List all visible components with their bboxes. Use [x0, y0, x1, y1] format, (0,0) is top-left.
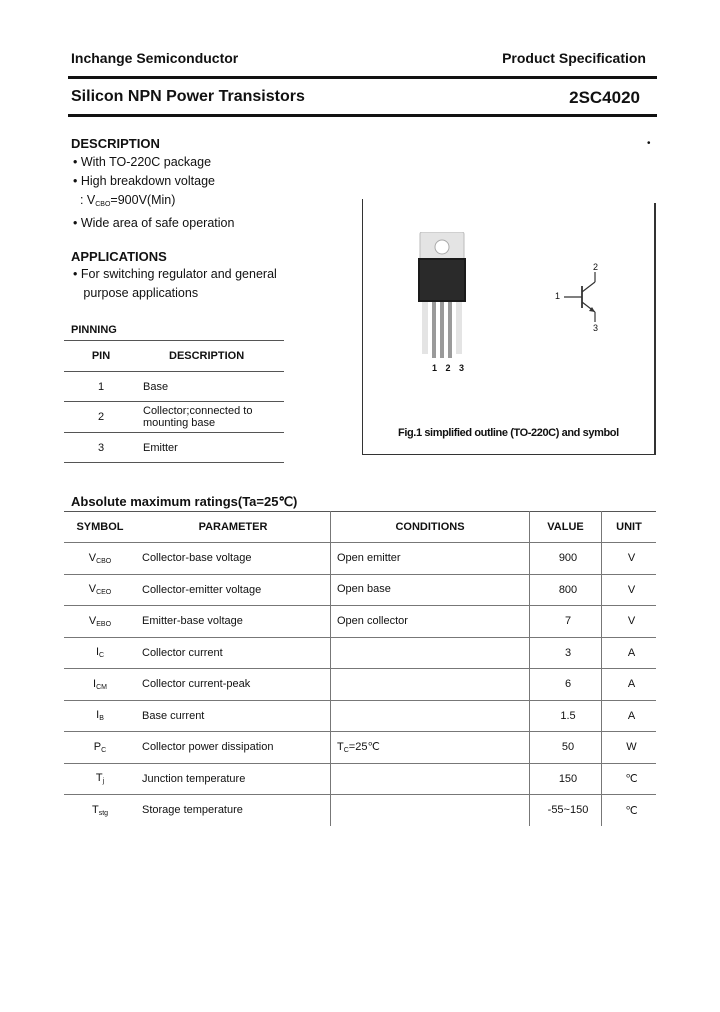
unit-cell: V: [602, 574, 657, 606]
ratings-title: Absolute maximum ratings(Ta=25℃): [71, 494, 298, 509]
package-pin-labels: 1 2 3: [432, 363, 468, 373]
conditions-cell: [331, 795, 530, 826]
table-row: [64, 637, 656, 669]
description-list: [73, 153, 234, 233]
stray-dot: •: [647, 138, 651, 149]
value-cell: 1.5: [530, 700, 602, 732]
col-header-conditions: CONDITIONS: [331, 512, 530, 543]
company-name: Inchange Semiconductor: [71, 50, 239, 66]
table-row: [64, 669, 656, 701]
col-header-value: VALUE: [530, 512, 602, 543]
col-header-symbol: SYMBOL: [76, 521, 124, 533]
unit-cell: V: [602, 606, 657, 638]
conditions-cell: $T_C=25℃$: [331, 732, 530, 764]
unit-cell: ℃: [602, 763, 657, 795]
list-item: • With TO-220C package: [73, 155, 212, 169]
list-item: purpose applications: [83, 286, 199, 300]
symbol-cell: $P_C$: [64, 732, 136, 764]
table-row: [64, 606, 656, 638]
vcbo-spec: : $V_{CBO}=900V(Min)$: [79, 193, 176, 208]
table-row: [64, 700, 656, 732]
value-cell: -55~150: [530, 795, 602, 826]
parameter-cell: Junction temperature: [136, 763, 331, 795]
list-item: • High breakdown voltage: [73, 174, 215, 188]
ratings-table: [64, 511, 656, 826]
pinning-heading: PINNING: [71, 324, 117, 336]
unit-cell: V: [602, 543, 657, 575]
figure-border-left: [362, 199, 363, 455]
value-cell: 3: [530, 637, 602, 669]
conditions-cell: [331, 637, 530, 669]
symbol-cell: $V_{CBO}$: [64, 543, 136, 575]
conditions-cell: [331, 669, 530, 701]
parameter-cell: Collector power dissipation: [136, 732, 331, 764]
symbol-cell: $V_{CEO}$: [64, 574, 136, 606]
conditions-cell: [331, 700, 530, 732]
unit-cell: W: [602, 732, 657, 764]
list-item: • Wide area of safe operation: [73, 216, 235, 230]
table-row: [64, 732, 656, 764]
symbol-cell: $T_j$: [64, 763, 136, 795]
symbol-base-label: 1: [555, 291, 561, 301]
value-cell: 800: [530, 574, 602, 606]
title-rule: [68, 114, 657, 117]
parameter-cell: Collector-base voltage: [136, 543, 331, 575]
symbol-cell: $T_{stg}$: [64, 795, 136, 826]
npn-transistor-symbol-icon: [560, 270, 610, 330]
col-header-pin: PIN: [91, 350, 111, 362]
table-row: 2 Collector;connected to mounting base: [64, 402, 284, 433]
value-cell: 900: [530, 543, 602, 575]
col-header-parameter: PARAMETER: [198, 521, 268, 533]
table-row: [64, 543, 656, 575]
to220-package-image: [412, 232, 478, 362]
part-number: 2SC4020: [569, 88, 640, 107]
col-header-description: DESCRIPTION: [169, 350, 245, 362]
symbol-cell: $I_B$: [64, 700, 136, 732]
parameter-cell: Base current: [136, 700, 331, 732]
applications-heading: APPLICATIONS: [71, 249, 167, 264]
pinning-table: [64, 340, 284, 463]
parameter-cell: Collector current-peak: [136, 669, 331, 701]
symbol-collector-label: 2: [593, 262, 599, 272]
unit-cell: A: [602, 637, 657, 669]
conditions-cell: Open collector: [331, 606, 530, 638]
doc-type: Product Specification: [502, 50, 646, 66]
unit-cell: A: [602, 700, 657, 732]
symbol-cell: $V_{EBO}$: [64, 606, 136, 638]
table-row: 3 Emitter: [64, 433, 284, 463]
product-line: Silicon NPN Power Transistors: [71, 88, 305, 105]
header-rule: [68, 76, 657, 79]
col-header-unit: UNIT: [602, 512, 657, 543]
conditions-cell: Open base: [331, 574, 530, 606]
applications-list: [73, 265, 277, 303]
unit-cell: ℃: [602, 795, 657, 826]
figure-caption: Fig.1 simplified outline (TO-220C) and symbol: [398, 427, 619, 439]
symbol-emitter-label: 3: [593, 323, 599, 333]
unit-cell: A: [602, 669, 657, 701]
conditions-cell: [331, 763, 530, 795]
table-row: [64, 763, 656, 795]
value-cell: 50: [530, 732, 602, 764]
parameter-cell: Collector current: [136, 637, 331, 669]
figure-border-bottom: [362, 454, 656, 455]
symbol-cell: $I_C$: [64, 637, 136, 669]
value-cell: 150: [530, 763, 602, 795]
value-cell: 6: [530, 669, 602, 701]
table-row: [64, 574, 656, 606]
table-row: 1 Base: [64, 372, 284, 402]
symbol-cell: $I_{CM}$: [64, 669, 136, 701]
list-item: • For switching regulator and general: [73, 267, 277, 281]
figure-border-right: [654, 203, 656, 455]
table-row: [64, 795, 656, 826]
parameter-cell: Emitter-base voltage: [136, 606, 331, 638]
description-heading: DESCRIPTION: [71, 136, 160, 151]
parameter-cell: Storage temperature: [136, 795, 331, 826]
conditions-cell: Open emitter: [331, 543, 530, 575]
value-cell: 7: [530, 606, 602, 638]
parameter-cell: Collector-emitter voltage: [136, 574, 331, 606]
